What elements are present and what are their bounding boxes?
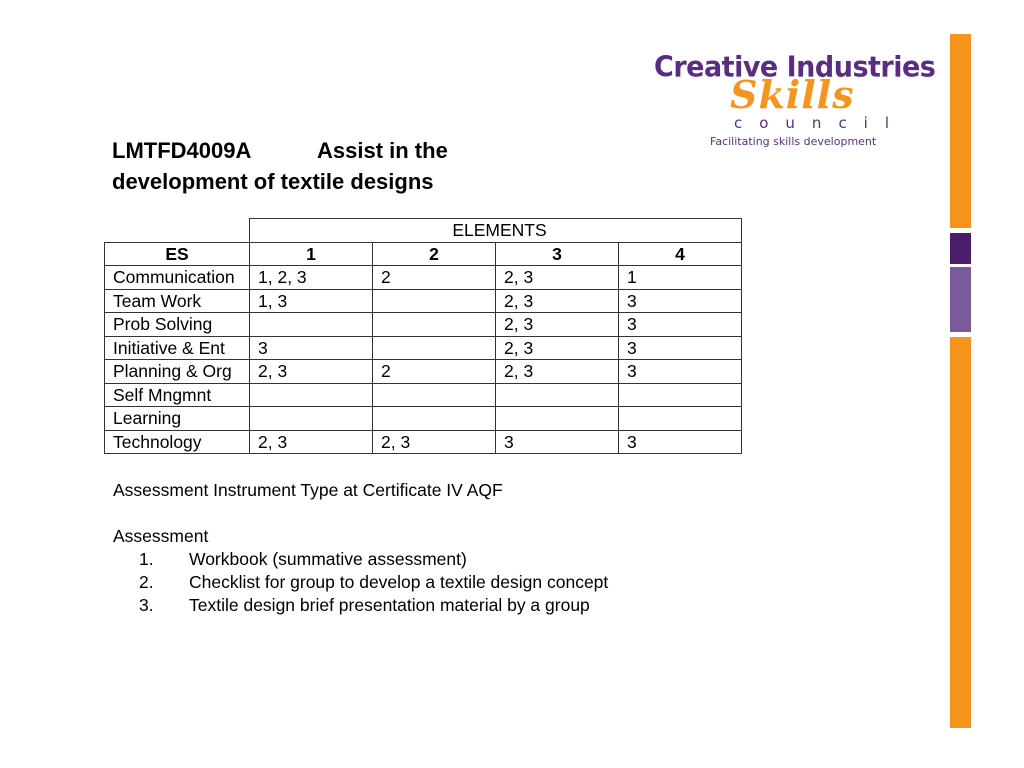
- sidebar-bar-purple-light: [950, 267, 971, 332]
- logo-wordmark-line1: Creative Industries: [654, 51, 936, 84]
- title-text-1: Assist in the: [317, 138, 448, 163]
- table-cell: [250, 313, 373, 337]
- table-row: [105, 313, 742, 337]
- table-cell: [496, 383, 619, 407]
- sidebar-bar-orange-bottom: [950, 337, 971, 728]
- table-row: [105, 266, 742, 290]
- table-cell: 3: [619, 336, 742, 360]
- table-cell: 2, 3: [373, 430, 496, 454]
- table-cell: 1: [619, 266, 742, 290]
- list-item: [113, 571, 608, 594]
- elements-header: ELEMENTS: [250, 219, 742, 243]
- table-cell: 2, 3: [496, 336, 619, 360]
- header-element-3: 3: [496, 242, 619, 266]
- table-cell: [373, 383, 496, 407]
- list-item: [113, 594, 608, 617]
- table-cell: 2, 3: [250, 430, 373, 454]
- row-label: Prob Solving: [105, 313, 250, 337]
- table-row: [105, 383, 742, 407]
- page-title: [112, 135, 448, 197]
- table-group-header-row: [105, 219, 742, 243]
- list-item-text: Textile design brief presentation material by a group: [189, 595, 590, 615]
- creative-industries-logo: [654, 51, 936, 152]
- table-cell: [250, 383, 373, 407]
- table-cell: 3: [619, 289, 742, 313]
- row-label: Learning: [105, 407, 250, 431]
- assessment-list: [113, 548, 608, 617]
- table-cell: 2: [373, 266, 496, 290]
- table-cell: 3: [619, 430, 742, 454]
- table-cell: 2: [373, 360, 496, 384]
- assessment-instrument-type: Assessment Instrument Type at Certificate IV AQF: [113, 480, 503, 500]
- table-cell: [373, 336, 496, 360]
- table-row: [105, 289, 742, 313]
- list-item-number: 1.: [139, 549, 154, 569]
- sidebar-bar-orange-top: [950, 34, 971, 228]
- title-text-2: development of textile designs: [112, 169, 434, 194]
- row-label: Self Mngmnt: [105, 383, 250, 407]
- list-item-text: Checklist for group to develop a textile design concept: [189, 572, 609, 592]
- logo-wordmark-skills: Skills: [730, 72, 855, 117]
- table-corner-cell: [105, 219, 250, 243]
- table-cell: 1, 3: [250, 289, 373, 313]
- row-label: Initiative & Ent: [105, 336, 250, 360]
- spacer: [113, 502, 608, 525]
- table-row: [105, 360, 742, 384]
- logo-wordmark-council: council: [734, 114, 907, 132]
- table-cell: [373, 407, 496, 431]
- assessment-heading: Assessment: [113, 526, 209, 546]
- table-cell: [619, 407, 742, 431]
- title-line-1: [112, 135, 448, 166]
- table-header-row: [105, 242, 742, 266]
- unit-code: LMTFD4009A: [112, 138, 252, 163]
- header-es: ES: [105, 242, 250, 266]
- table-cell: [250, 407, 373, 431]
- row-label: Planning & Org: [105, 360, 250, 384]
- table-cell: [373, 313, 496, 337]
- row-label: Communication: [105, 266, 250, 290]
- row-label: Team Work: [105, 289, 250, 313]
- list-item-number: 3.: [139, 595, 154, 615]
- table-cell: 2, 3: [496, 360, 619, 384]
- header-element-2: 2: [373, 242, 496, 266]
- table-row: [105, 336, 742, 360]
- table-cell: [496, 407, 619, 431]
- table-cell: 2, 3: [496, 266, 619, 290]
- table-cell: [373, 289, 496, 313]
- logo-tagline: Facilitating skills development: [710, 135, 877, 148]
- table-row: [105, 407, 742, 431]
- elements-table: [104, 218, 742, 454]
- sidebar-bar-purple-dark: [950, 233, 971, 264]
- row-label: Technology: [105, 430, 250, 454]
- table-cell: 3: [619, 360, 742, 384]
- table-cell: 1, 2, 3: [250, 266, 373, 290]
- assessment-section: [113, 479, 608, 617]
- table-cell: 2, 3: [496, 289, 619, 313]
- header-element-1: 1: [250, 242, 373, 266]
- list-item-text: Workbook (summative assessment): [189, 549, 467, 569]
- table-cell: [619, 383, 742, 407]
- table-cell: 2, 3: [250, 360, 373, 384]
- table-cell: 2, 3: [496, 313, 619, 337]
- table-cell: 3: [619, 313, 742, 337]
- table-cell: 3: [496, 430, 619, 454]
- list-item: [113, 548, 608, 571]
- table-cell: 3: [250, 336, 373, 360]
- header-element-4: 4: [619, 242, 742, 266]
- table-row: [105, 430, 742, 454]
- list-item-number: 2.: [139, 572, 154, 592]
